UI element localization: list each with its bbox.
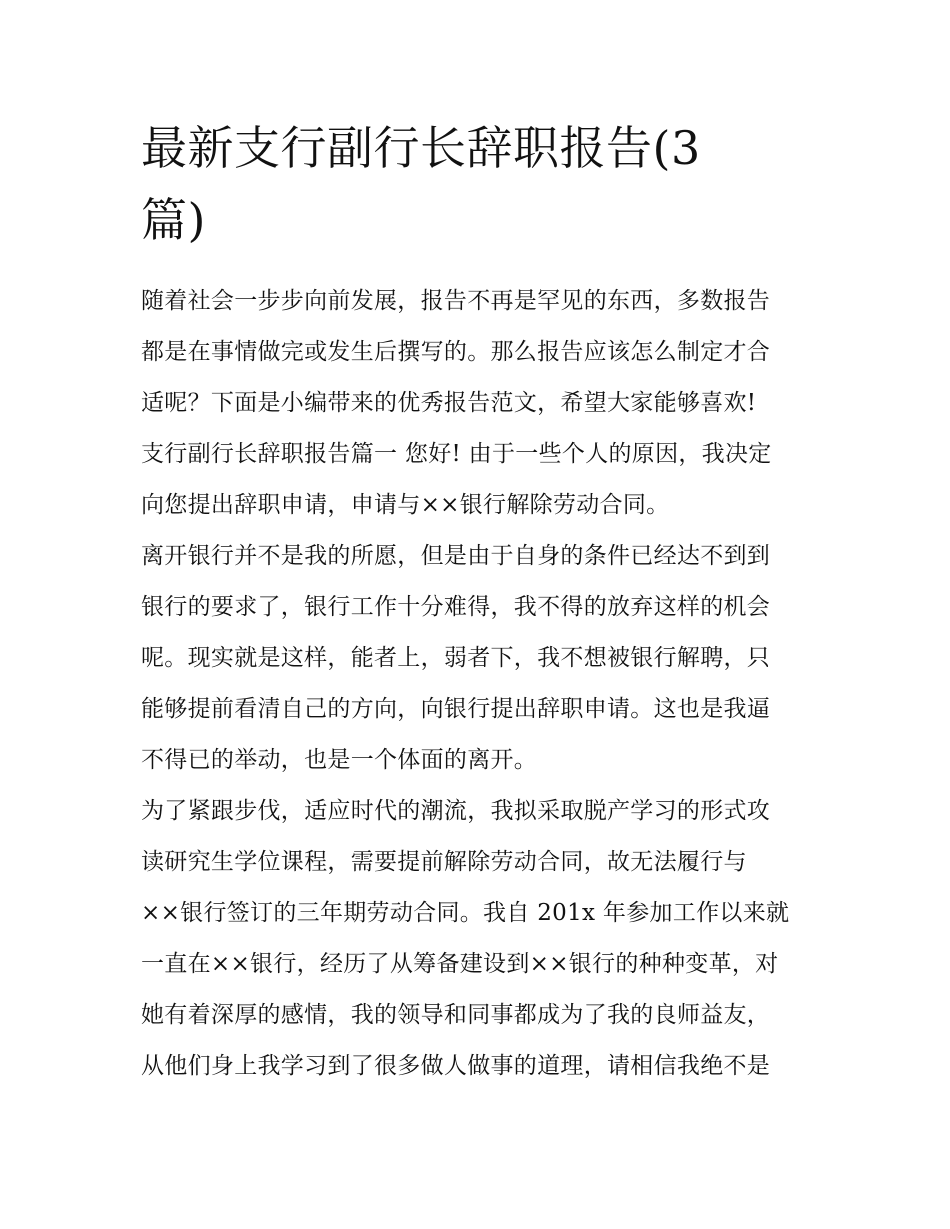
title-line-1: 最新支行副行长辞职报告(3 <box>141 121 701 175</box>
body-line: 支行副行长辞职报告篇一 您好! 由于一些个人的原因，我决定 <box>141 441 772 467</box>
title-line-2: 篇) <box>141 193 206 247</box>
body-line: 适呢？下面是小编带来的优秀报告范文，希望大家能够喜欢! <box>141 390 757 416</box>
body-line: 能够提前看清自己的方向，向银行提出辞职申请。这也是我逼 <box>141 696 771 722</box>
document-body <box>141 276 821 1092</box>
body-line: 一直在××银行，经历了从筹备建设到××银行的种种变革，对 <box>141 951 779 977</box>
body-line: 随着社会一步步向前发展，报告不再是罕见的东西，多数报告 <box>141 288 771 314</box>
body-line: 银行的要求了，银行工作十分难得，我不得的放弃这样的机会 <box>141 594 771 620</box>
body-line: 读研究生学位课程，需要提前解除劳动合同，故无法履行与 <box>141 849 747 875</box>
body-line: 呢。现实就是这样，能者上，弱者下，我不想被银行解聘，只 <box>141 645 771 671</box>
body-line: 向您提出辞职申请，申请与××银行解除劳动合同。 <box>141 492 670 518</box>
body-line: 都是在事情做完或发生后撰写的。那么报告应该怎么制定才合 <box>141 339 771 365</box>
body-line: 从他们身上我学习到了很多做人做事的道理，请相信我绝不是 <box>141 1053 771 1079</box>
body-line: 为了紧跟步伐，适应时代的潮流，我拟采取脱产学习的形式攻 <box>141 798 771 824</box>
body-line: 离开银行并不是我的所愿，但是由于自身的条件已经达不到到 <box>141 543 771 569</box>
document-title <box>141 112 781 256</box>
body-line: 不得已的举动，也是一个体面的离开。 <box>141 747 538 773</box>
body-line: ××银行签订的三年期劳动合同。我自 201x 年参加工作以来就 <box>141 900 790 926</box>
body-line: 她有着深厚的感情，我的领导和同事都成为了我的良师益友， <box>141 1002 771 1028</box>
